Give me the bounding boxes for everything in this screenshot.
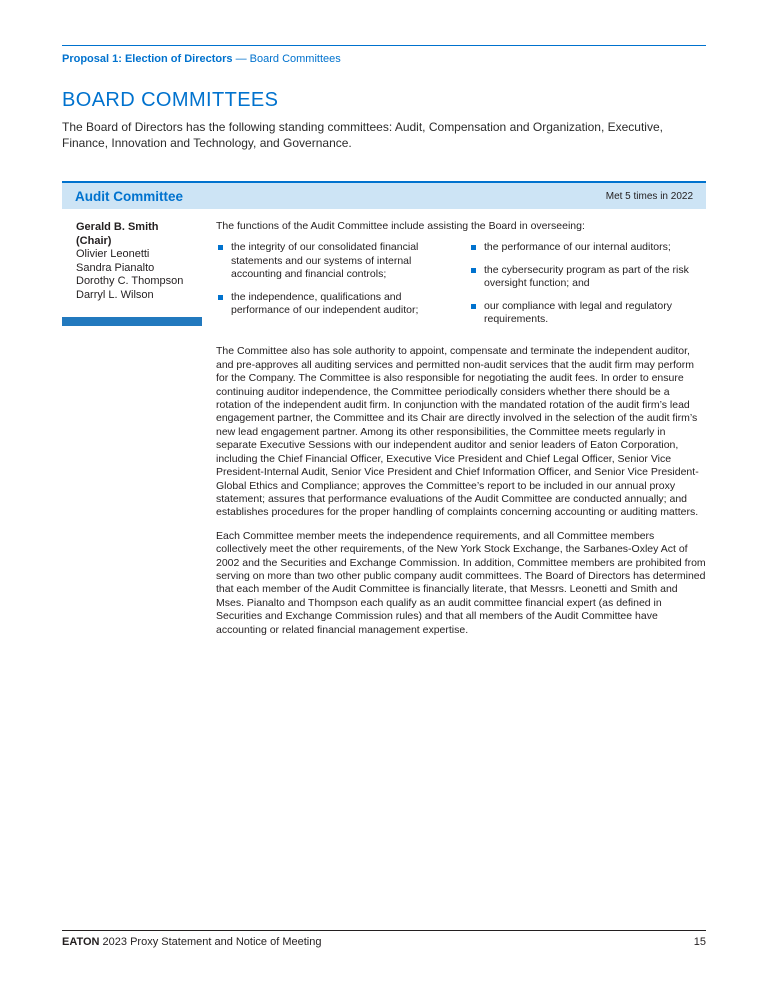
list-item: [216, 291, 453, 318]
list-item: [469, 300, 706, 327]
audit-committee-section: [62, 181, 706, 637]
square-bullet-icon: [471, 304, 476, 309]
square-bullet-icon: [218, 295, 223, 300]
square-bullet-icon: [471, 268, 476, 273]
square-bullet-icon: [471, 245, 476, 250]
page-footer: [62, 930, 706, 949]
breadcrumb-proposal: Proposal 1: Election of Directors: [62, 53, 233, 65]
list-item: [469, 264, 706, 291]
member-name: Darryl L. Wilson: [76, 288, 154, 301]
bullet-column-right: [469, 241, 706, 335]
bullet-text: our compliance with legal and regulatory requirements.: [484, 299, 672, 326]
functions-intro: The functions of the Audit Committee include assisting the Board in overseeing:: [216, 220, 585, 232]
bullet-text: the independence, qualifications and performance of our independent auditor;: [231, 290, 419, 317]
top-rule-divider: [62, 45, 706, 46]
committee-members-panel: [62, 209, 202, 326]
committee-name: Audit Committee: [75, 188, 183, 204]
page-title: BOARD COMMITTEES: [62, 89, 279, 111]
committee-body: [62, 209, 706, 637]
member-name: Dorothy C. Thompson: [76, 275, 184, 287]
member-name: Sandra Pianalto: [76, 261, 155, 274]
member-name: Olivier Leonetti: [76, 248, 150, 260]
functions-bullet-lists: [216, 241, 706, 335]
list-item: [469, 241, 706, 254]
square-bullet-icon: [218, 245, 223, 250]
bullet-text: the integrity of our consolidated financial statements and our systems of internal accounting and financial controls;: [231, 241, 419, 281]
list-item: [216, 241, 453, 281]
footer-rule-divider: [62, 930, 706, 931]
bullet-text: the cybersecurity program as part of the risk oversight function; and: [484, 263, 689, 290]
footer-title-text: 2023 Proxy Statement and Notice of Meeting: [99, 936, 322, 948]
bullet-column-left: [216, 241, 453, 335]
member-chair-label: (Chair): [76, 234, 112, 247]
intro-paragraph: The Board of Directors has the following standing committees: Audit, Compensation and Organization, Executive, Finance, Innovation and Technology, and Governance.: [62, 120, 663, 150]
breadcrumb-section: — Board Committees: [232, 53, 341, 65]
footer-row: [62, 936, 706, 949]
committee-header-bar: [62, 181, 706, 209]
committee-content: [202, 209, 706, 637]
footer-brand: EATON: [62, 936, 100, 948]
committee-paragraph: Each Committee member meets the independence requirements, and all Committee members collectively meet the other requirements, of the New York Stock Exchange, the Sarbanes-Oxley Act of 2002 and the Securities and Exchange Commission. In addition, Committee members are prohibited from serving on more than two other public company audit committees. The Board of Directors has determined that each member of the Audit Committee is financially literate, that Messrs. Leonetti and Smith and Mses. Pianalto and Thompson each qualify as an audit committee financial expert (as defined in Securities and Exchange Commission rules) and that all members of the Audit Committee have accounting or related financial management expertise.: [216, 529, 706, 636]
footer-document-title: [62, 936, 321, 949]
committee-paragraph: The Committee also has sole authority to appoint, compensate and terminate the independent auditor, and pre-approves all auditing services and permitted non-audit services that the audit firm may perform for the Company. The Committee is also responsible for negotiating the audit fees. In order to ensure continuing auditor independence, the Committee periodically considers whether there should be a rotation of the independent audit firm. In conjunction with the mandated rotation of the audit firm’s lead engagement partner, the Committee and its Chair are directly involved in the selection of the audit firm’s new lead engagement partner. Among its other responsibilities, the Committee meets regularly in separate Executive Sessions with our independent auditor and senior leaders of Eaton Corporation, including the Chief Financial Officer, Executive Vice President and Chief Legal Officer, Senior Vice President-Internal Audit, Senior Vice President and Chief Information Officer, and Senior Vice President-Global Ethics and Compliance; approves the Committee’s report to be included in our annual proxy statement; assures that performance evaluations of the Audit Committee are conducted annually; and establishes procedures for the proper handling of complaints concerning accounting or auditing matters.: [216, 345, 699, 519]
bullet-text: the performance of our internal auditors;: [484, 241, 671, 254]
members-accent-bar: [62, 317, 202, 326]
member-chair-name: Gerald B. Smith: [76, 221, 159, 233]
page-number: 15: [693, 936, 706, 948]
committee-meetings-count: Met 5 times in 2022: [605, 190, 693, 202]
breadcrumb: [62, 53, 706, 66]
